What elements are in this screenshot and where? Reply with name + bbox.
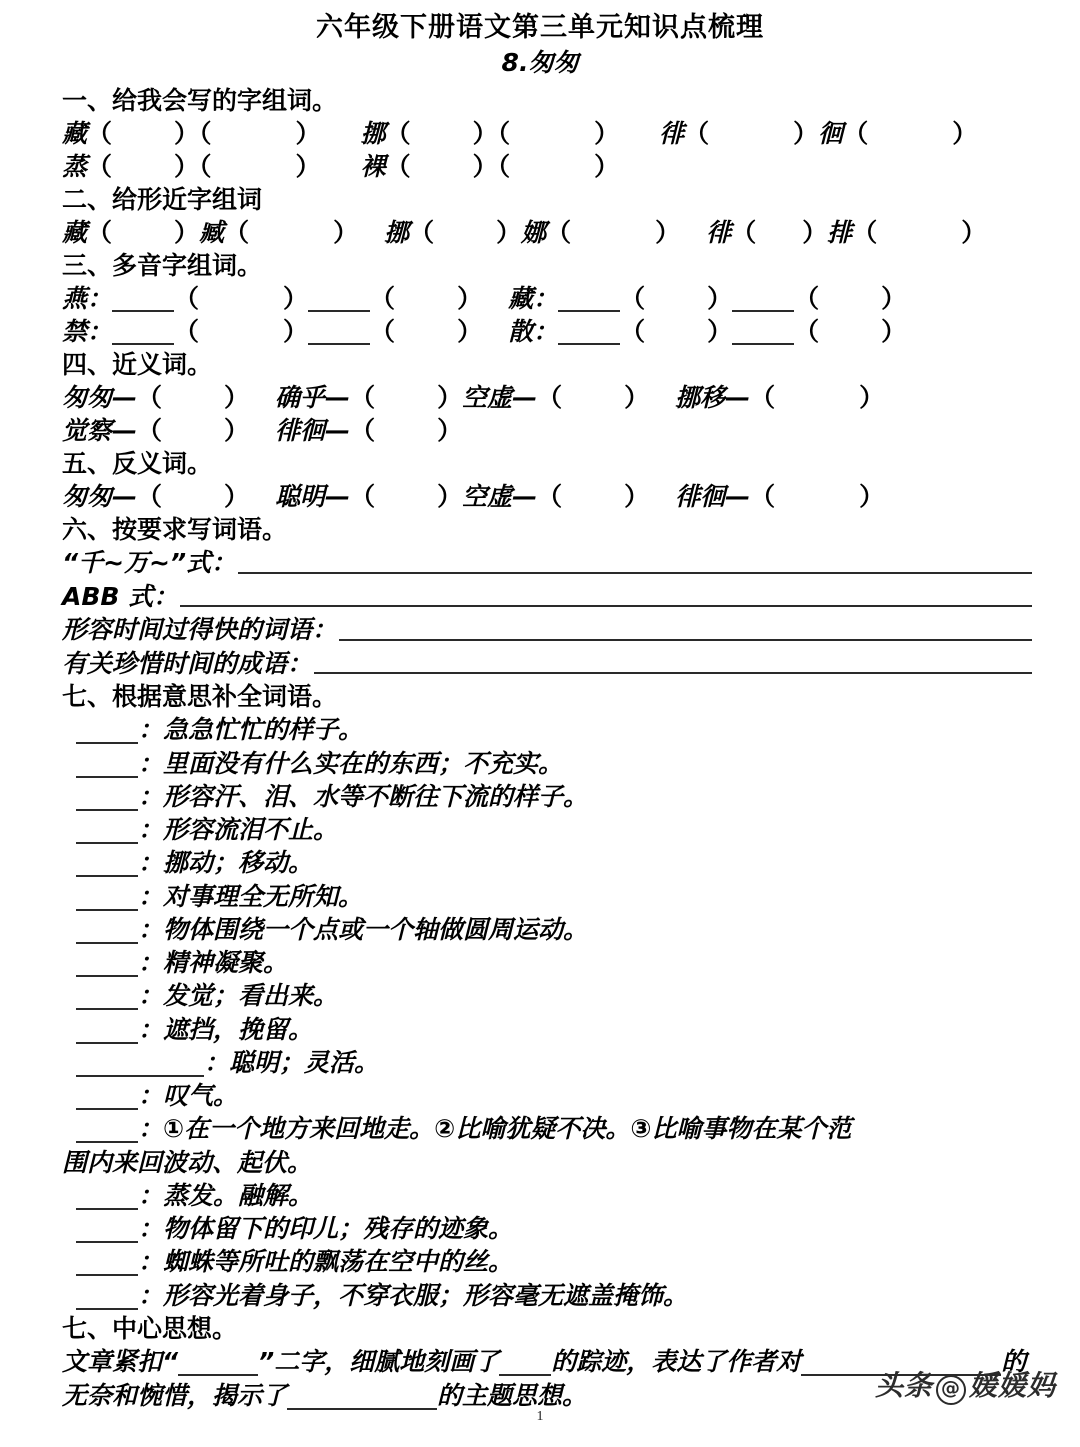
section-6-item-4: [62, 647, 1032, 681]
definition-item: [62, 1179, 1032, 1212]
duoyin-yan: 燕：: [62, 284, 113, 314]
duoyin-jin: 禁：: [62, 317, 113, 347]
page-title: 六年级下册语文第三单元知识点梳理: [316, 12, 764, 43]
answer-blank[interactable]: [76, 1008, 138, 1010]
definition-text: ：精神凝聚。: [138, 948, 289, 978]
answer-line[interactable]: [314, 672, 1032, 674]
section-6-label-1: “千~万~”式：: [62, 548, 237, 578]
definition-item: [62, 813, 1032, 846]
definition-item: [62, 1279, 1032, 1312]
section-2-row-1: 藏（ ）臧（ ） 挪（ ）娜（ ） 徘（ ）排（ ）: [62, 218, 987, 248]
definition-text: ：形容流泪不止。: [138, 815, 339, 845]
char-zheng: 蒸: [62, 152, 88, 182]
section-heading-1: 一、给我会写的字组词。: [62, 86, 338, 116]
page-number: 1: [536, 1409, 544, 1424]
answer-blank[interactable]: [76, 776, 138, 778]
section-heading-2: 二、给形近字组词: [62, 185, 263, 215]
definition-text: ：物体留下的印儿；残存的迹象。: [138, 1214, 514, 1244]
answer-blank[interactable]: [76, 1308, 138, 1310]
answer-blank[interactable]: [76, 742, 138, 744]
section-heading-3: 三、多音字组词。: [62, 251, 263, 281]
answer-blank[interactable]: [178, 1374, 258, 1376]
char-pai: 徘: [659, 119, 685, 149]
answer-blank[interactable]: [76, 1274, 138, 1276]
char-nuo: 挪: [360, 119, 386, 149]
definition-item: [62, 946, 1032, 979]
answer-blank[interactable]: [76, 1208, 138, 1210]
section-3-row-2: 禁： （ ） （ ） 散： （ ） （ ）: [62, 317, 907, 347]
char-luo: 裸: [360, 152, 386, 182]
section-heading-5: 五、反义词。: [62, 449, 213, 479]
definition-text: ：遮挡，挽留。: [138, 1014, 314, 1044]
section-heading-4: 四、近义词。: [62, 350, 213, 380]
section-3-row-1: 燕： （ ） （ ） 藏： （ ） （ ）: [62, 284, 907, 314]
section-heading-8: 七、中心思想。: [62, 1313, 238, 1343]
section-5-row-1: 匆匆—（ ） 聪明—（ ）空虚—（ ） 徘徊—（ ）: [62, 482, 885, 512]
definition-item: [62, 979, 1032, 1012]
section-1-row-1: 藏（ ）（ ） 挪（ ）（ ） 徘（ ）徊（ ）: [62, 119, 978, 149]
xingjin-b1: 挪: [384, 218, 410, 248]
fanyi-1: 匆匆—: [62, 482, 138, 512]
definition-item: [62, 1013, 1032, 1046]
definition-item: [62, 713, 1032, 746]
jinyi-5: 觉察—: [62, 416, 138, 446]
definition-item: [62, 1079, 1032, 1112]
section-heading-7: 七、根据意思补全词语。: [62, 682, 338, 712]
xingjin-a2: 臧: [199, 218, 225, 248]
central-idea-part-5: 的主题思想。: [437, 1381, 588, 1411]
answer-blank[interactable]: [76, 909, 138, 911]
definition-item: [62, 913, 1032, 946]
section-6-item-2: [62, 580, 1032, 614]
central-idea-part-1: 文章紧扣“: [62, 1346, 179, 1376]
xingjin-c1: 徘: [706, 218, 732, 248]
fanyi-2: 聪明—: [275, 482, 351, 512]
xingjin-a1: 藏: [62, 218, 88, 248]
definition-text: ：挪动；移动。: [138, 848, 314, 878]
answer-line[interactable]: [238, 572, 1032, 574]
definition-text: ：蒸发。融解。: [138, 1180, 314, 1210]
definition-item: [62, 1212, 1032, 1245]
answer-blank[interactable]: [76, 1075, 204, 1077]
fanyi-3: 空虚—: [462, 482, 538, 512]
answer-blank[interactable]: [76, 1241, 138, 1243]
jinyi-3: 空虚—: [462, 383, 538, 413]
char-cang: 藏: [62, 119, 88, 149]
definition-item: [62, 846, 1032, 879]
definition-text: ：里面没有什么实在的东西；不充实。: [138, 748, 564, 778]
definition-item: [62, 1245, 1032, 1278]
central-idea-part-2: ”二字，细腻地刻画了: [258, 1346, 500, 1376]
definition-continuation: 围内来回波动、起伏。: [62, 1147, 313, 1177]
page-subtitle: 8.匆匆: [501, 48, 579, 78]
definition-text: ：物体围绕一个点或一个轴做圆周运动。: [138, 914, 589, 944]
char-huai: 徊: [818, 119, 844, 149]
answer-blank[interactable]: [499, 1374, 551, 1376]
at-icon: @: [936, 1375, 966, 1405]
duoyin-cang: 藏：: [508, 284, 559, 314]
definition-item: [62, 1046, 1032, 1079]
definition-item: [62, 1112, 1032, 1145]
section-6-label-4: 有关珍惜时间的成语：: [62, 648, 313, 678]
section-6-label-2: ABB 式：: [62, 581, 179, 611]
watermark-name: 媛媛妈: [968, 1369, 1056, 1402]
jinyi-2: 确乎—: [275, 383, 351, 413]
answer-blank[interactable]: [76, 942, 138, 944]
answer-blank[interactable]: [76, 1108, 138, 1110]
answer-line[interactable]: [180, 605, 1032, 607]
definition-text: ：对事理全无所知。: [138, 881, 364, 911]
document-body: [0, 84, 1080, 1414]
definition-text: ：蜘蛛等所吐的飘荡在空中的丝。: [138, 1247, 514, 1277]
jinyi-4: 挪移—: [675, 383, 751, 413]
answer-blank[interactable]: [76, 842, 138, 844]
answer-blank[interactable]: [76, 1042, 138, 1044]
definition-text: ：叹气。: [138, 1081, 239, 1111]
definition-text: ：聪明；灵活。: [204, 1047, 380, 1077]
fanyi-4: 徘徊—: [675, 482, 751, 512]
central-idea-part-3: 的踪迹，表达了作者对: [551, 1346, 802, 1376]
answer-blank[interactable]: [76, 875, 138, 877]
duoyin-san: 散：: [508, 317, 559, 347]
definition-text: ：形容光着身子，不穿衣服；形容毫无遮盖掩饰。: [138, 1280, 689, 1310]
answer-blank[interactable]: [76, 809, 138, 811]
section-1-row-2: 蒸（ ）（ ） 裸（ ）（ ）: [62, 152, 620, 182]
section-heading-6: 六、按要求写词语。: [62, 515, 288, 545]
xingjin-c2: 排: [827, 218, 853, 248]
definition-text: ：发觉；看出来。: [138, 981, 339, 1011]
definition-text: ：急急忙忙的样子。: [138, 715, 364, 745]
section-6-item-3: [62, 613, 1032, 647]
definition-text: ：①在一个地方来回地走。②比喻犹疑不决。③比喻事物在某个范: [138, 1114, 852, 1144]
jinyi-6: 徘徊—: [275, 416, 351, 446]
central-idea-part-4: 的无奈和惋惜，揭示了: [62, 1346, 1027, 1411]
definition-text: ：形容汗、泪、水等不断往下流的样子。: [138, 781, 589, 811]
definition-item: [62, 780, 1032, 813]
answer-line[interactable]: [339, 639, 1032, 641]
answer-blank[interactable]: [76, 975, 138, 977]
watermark: [875, 1364, 1056, 1405]
section-6-item-1: [62, 546, 1032, 580]
answer-blank[interactable]: [76, 1141, 138, 1143]
section-6-label-3: 形容时间过得快的词语：: [62, 615, 338, 645]
section-4-row-2: 觉察—（ ） 徘徊—（ ）: [62, 416, 463, 446]
definition-item: [62, 880, 1032, 913]
section-4-row-1: 匆匆—（ ） 确乎—（ ）空虚—（ ） 挪移—（ ）: [62, 383, 885, 413]
watermark-prefix: 头条: [874, 1369, 933, 1402]
jinyi-1: 匆匆—: [62, 383, 138, 413]
worksheet-page: [0, 12, 1080, 1447]
xingjin-b2: 娜: [521, 218, 547, 248]
definition-item: [62, 747, 1032, 780]
